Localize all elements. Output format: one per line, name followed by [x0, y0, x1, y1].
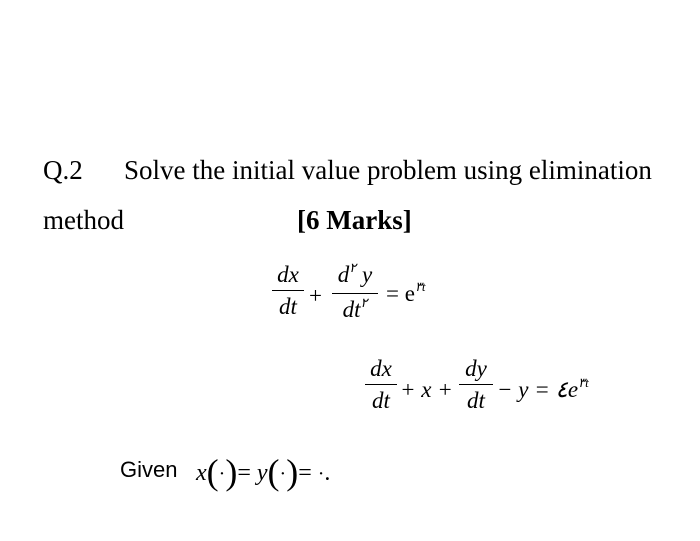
marks-label: [6 Marks]	[297, 205, 412, 235]
fraction-bar	[365, 384, 397, 385]
paren-close: )	[225, 452, 238, 492]
eq1-frac1-denominator: dt	[279, 294, 297, 319]
eq1-y: y	[362, 262, 373, 287]
eq1-plus: +	[309, 283, 322, 308]
given-label: Given	[120, 457, 178, 482]
eq2-frac2-numerator: dy	[465, 356, 487, 381]
fraction-bar	[272, 290, 304, 291]
eq1-frac2-numerator	[332, 262, 378, 291]
eq2-fraction-dy-dt	[459, 356, 493, 414]
eq2-rhs-prefix: − y = ٤e	[497, 377, 579, 402]
eq1-den-exponent: ٢	[360, 295, 368, 310]
eq1-equals-e: = e	[386, 281, 415, 306]
eq1-dt: dt	[342, 297, 361, 322]
ic-value: ·	[317, 463, 325, 485]
eq1-fraction-d2y-dt2	[332, 262, 378, 326]
eq1-frac2-denominator	[332, 297, 378, 326]
eq2-frac1-denominator: dt	[372, 388, 390, 413]
eq1-d: d	[337, 262, 350, 287]
paren-open: (	[206, 452, 219, 492]
fraction-bar	[332, 293, 378, 294]
eq1-rhs-exponent: ٣t	[414, 279, 426, 294]
eq1-exponent: ٢	[349, 260, 357, 275]
ic-y: y	[256, 460, 268, 486]
ic-y-arg: ·	[279, 463, 287, 485]
ic-equals-1: =	[237, 460, 251, 486]
ic-x-arg: ·	[218, 463, 226, 485]
eq2-frac1-numerator: dx	[370, 356, 392, 381]
eq2-frac2-denominator: dt	[467, 388, 485, 413]
paren-close: )	[286, 452, 299, 492]
ic-period: .	[324, 460, 331, 486]
eq2-rhs	[497, 377, 589, 403]
eq1-rhs	[386, 281, 426, 307]
question-text-continuation: method	[43, 205, 124, 235]
initial-conditions	[196, 447, 331, 492]
fraction-bar	[459, 384, 493, 385]
eq2-middle: + x +	[400, 377, 453, 402]
ic-x: x	[196, 460, 207, 486]
eq2-fraction-dx-dt	[365, 356, 397, 414]
question-text: Solve the initial value problem using elimination	[124, 155, 652, 185]
ic-equals-2: =	[298, 460, 312, 486]
eq1-frac1-numerator: dx	[277, 262, 299, 287]
question-number: Q.2	[43, 155, 83, 185]
paren-open: (	[267, 452, 280, 492]
eq1-fraction-dx-dt	[272, 262, 304, 320]
eq2-rhs-exponent: ٣t	[578, 375, 589, 390]
